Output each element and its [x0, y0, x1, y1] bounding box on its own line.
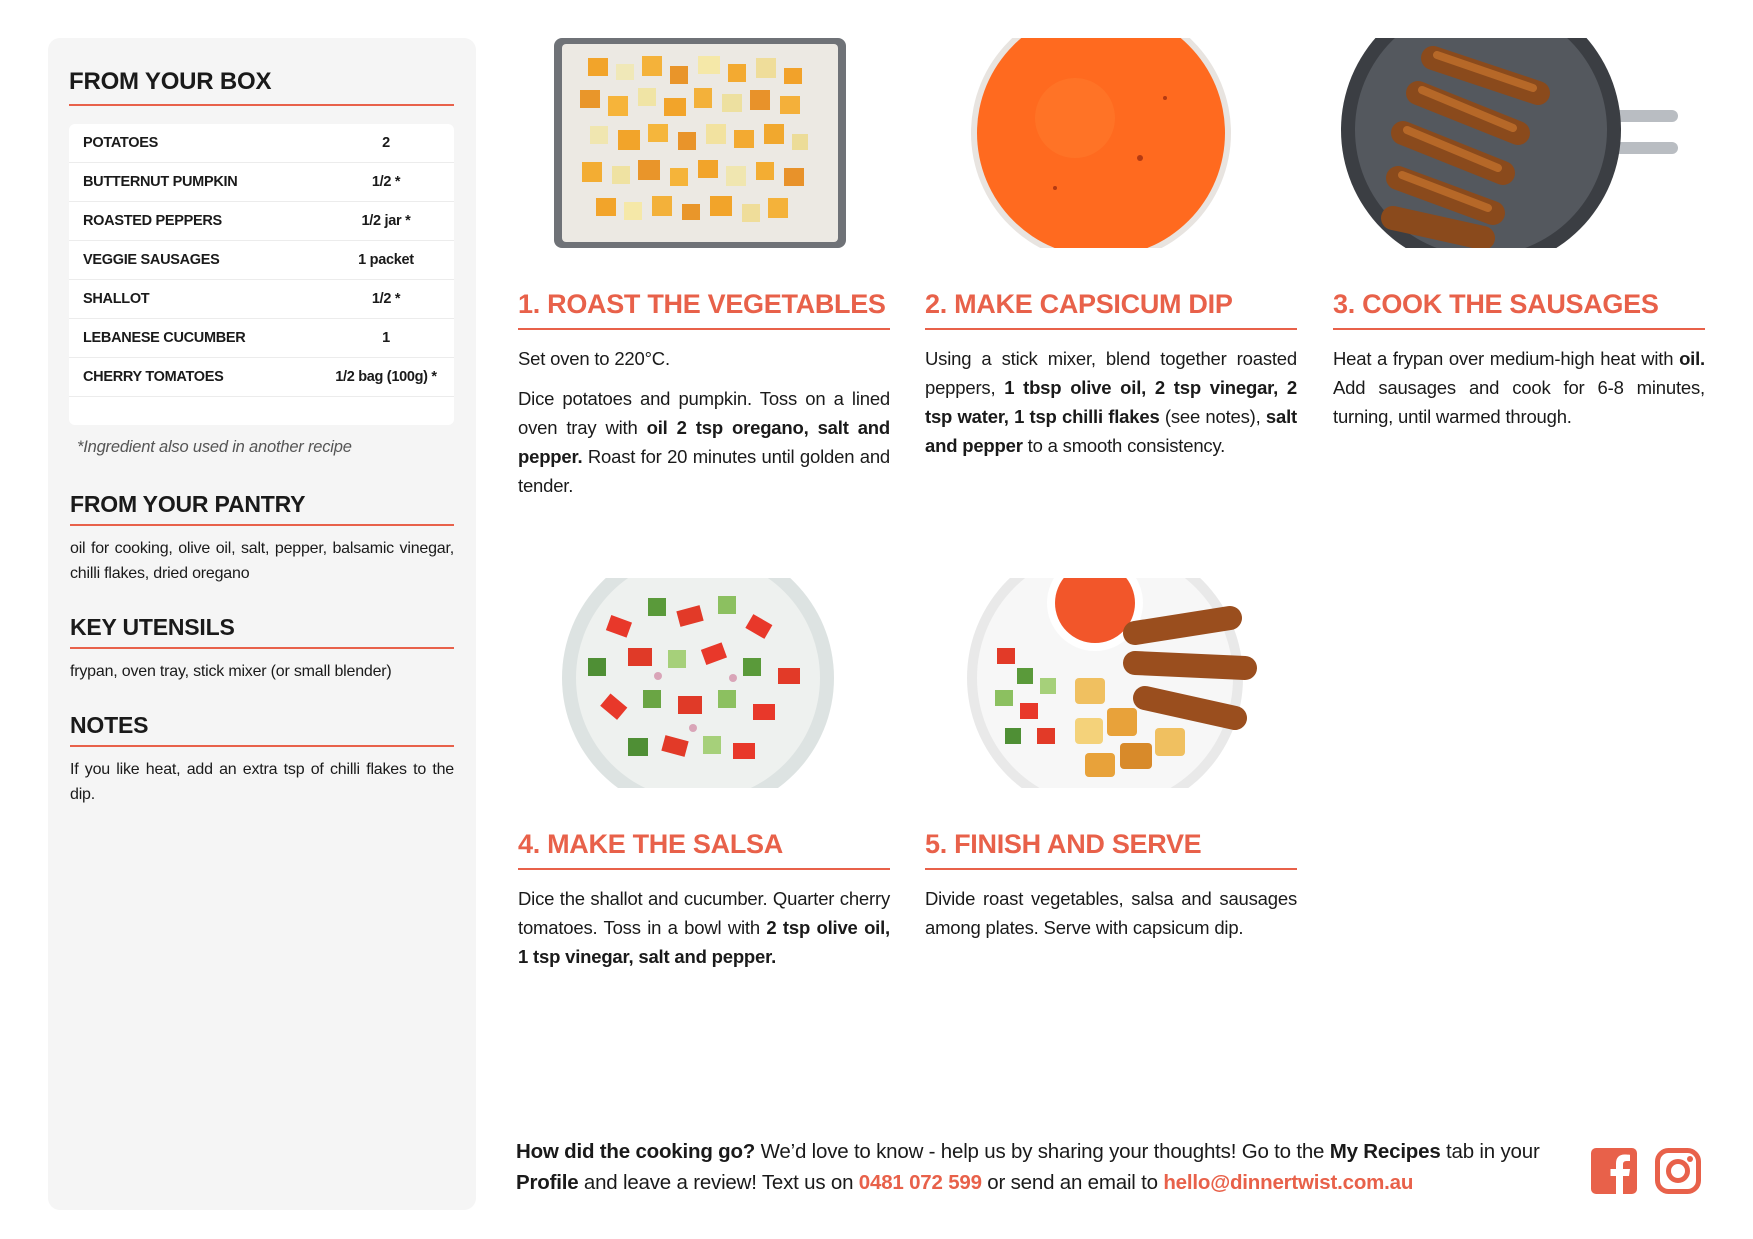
notes-section — [69, 712, 454, 807]
step-4-body — [518, 884, 890, 971]
ingredient-name: POTATOES — [83, 135, 158, 151]
ingredient-name: SHALLOT — [83, 291, 150, 307]
sausages-frypan-photo — [1333, 38, 1705, 248]
ingredient-qty: 1/2 * — [371, 291, 401, 307]
step-3 — [1333, 38, 1705, 442]
ingredients-sidebar — [48, 38, 476, 1210]
pantry-text: oil for cooking, olive oil, salt, pepper, balsamic vinegar, chilli flakes, dried oregano — [70, 540, 454, 582]
ingredient-qty: 2 — [382, 135, 390, 151]
finished-plate-photo — [925, 578, 1297, 788]
step-5-title: 5. FINISH AND SERVE — [925, 829, 1297, 870]
my-recipes-link[interactable]: My Recipes — [1329, 1140, 1441, 1163]
salsa-bowl-photo — [518, 578, 890, 788]
ingredient-qty: 1/2 * — [371, 174, 401, 190]
step-1-text — [518, 384, 890, 500]
step-text: Dice potatoes and pumpkin. Toss on a lined oven tray with — [518, 388, 890, 438]
step-text: Heat a frypan over medium-high heat with — [1333, 348, 1680, 369]
feedback-footer — [516, 1136, 1566, 1198]
step-2-body — [925, 344, 1297, 460]
ingredient-qty: 1 — [382, 330, 390, 346]
step-text: (see notes), — [1159, 406, 1266, 427]
utensils-text: frypan, oven tray, stick mixer (or small blender) — [70, 663, 392, 680]
step-2-text — [925, 344, 1297, 460]
capsicum-dip-photo — [925, 38, 1297, 248]
roast-vegetables-photo — [518, 38, 890, 248]
step-text-bold: oil. — [1679, 348, 1705, 369]
step-1-text: Set oven to 220°C. — [518, 348, 670, 369]
step-text: Dice the shallot and cucumber. Quarter cherry tomatoes. Toss in a bowl with — [518, 888, 890, 938]
instagram-icon[interactable] — [1655, 1148, 1701, 1194]
ingredient-qty: 1/2 bag (100g) * — [335, 369, 437, 385]
step-4-text — [518, 884, 890, 971]
email-link[interactable]: hello@dinnertwist.com.au — [1163, 1171, 1414, 1194]
ingredient-name: BUTTERNUT PUMPKIN — [83, 174, 238, 190]
step-text: to a smooth consistency. — [1022, 435, 1226, 456]
step-text-bold: salt and pepper — [925, 406, 1298, 456]
step-text-bold: 1 tbsp olive oil, 2 tsp vinegar, 2 tsp water, 1 tsp chilli flakes — [925, 377, 1297, 427]
step-1 — [518, 38, 890, 511]
ingredient-name: VEGGIE SAUSAGES — [83, 252, 220, 268]
ingredient-name: ROASTED PEPPERS — [83, 213, 222, 229]
table-row — [69, 241, 454, 280]
step-1-body — [518, 344, 890, 500]
notes-title: NOTES — [70, 712, 454, 747]
pantry-section — [69, 491, 454, 586]
utensils-section — [69, 614, 454, 684]
pantry-title: FROM YOUR PANTRY — [70, 491, 454, 526]
footer-text: or send an email to — [981, 1171, 1164, 1194]
table-row — [69, 124, 454, 163]
phone-link[interactable]: 0481 072 599 — [858, 1171, 982, 1194]
step-text-bold: oil 2 tsp oregano, salt and pepper. — [518, 417, 890, 467]
step-5 — [925, 578, 1297, 953]
step-text: Using a stick mixer, blend together roasted peppers, — [925, 348, 1297, 398]
footer-text: and leave a review! Text us on — [578, 1171, 859, 1194]
step-text: Add sausages and cook for 6-8 minutes, turning, until warmed through. — [1333, 377, 1705, 427]
box-ingredients-table — [69, 124, 454, 425]
step-text: Roast for 20 minutes until golden and tender. — [518, 446, 890, 496]
step-2-title: 2. MAKE CAPSICUM DIP — [925, 289, 1297, 330]
step-4-title: 4. MAKE THE SALSA — [518, 829, 890, 870]
step-5-body — [925, 884, 1297, 942]
table-row — [69, 163, 454, 202]
step-3-title: 3. COOK THE SAUSAGES — [1333, 289, 1705, 330]
profile-link[interactable]: Profile — [516, 1171, 579, 1194]
step-3-body — [1333, 344, 1705, 431]
step-1-title: 1. ROAST THE VEGETABLES — [518, 289, 890, 330]
ingredient-name: LEBANESE CUCUMBER — [83, 330, 246, 346]
step-4 — [518, 578, 890, 982]
step-2 — [925, 38, 1297, 471]
table-row — [69, 280, 454, 319]
step-3-text — [1333, 344, 1705, 431]
table-row — [69, 319, 454, 358]
table-row — [69, 358, 454, 397]
box-footnote: *Ingredient also used in another recipe — [77, 438, 352, 456]
table-row — [69, 202, 454, 241]
ingredient-qty: 1/2 jar * — [361, 213, 411, 229]
ingredient-name: CHERRY TOMATOES — [83, 369, 224, 385]
footer-text: tab in your — [1440, 1140, 1540, 1163]
box-title: FROM YOUR BOX — [69, 68, 454, 106]
ingredient-qty: 1 packet — [358, 252, 414, 268]
step-text-bold: 2 tsp olive oil, 1 tsp vinegar, salt and pepper. — [518, 917, 890, 967]
notes-text: If you like heat, add an extra tsp of chilli flakes to the dip. — [70, 761, 454, 803]
feedback-question: How did the cooking go? — [516, 1140, 756, 1163]
utensils-title: KEY UTENSILS — [70, 614, 454, 649]
footer-text: We’d love to know - help us by sharing your thoughts! Go to the — [755, 1140, 1330, 1163]
step-5-text: Divide roast vegetables, salsa and sausages among plates. Serve with capsicum dip. — [925, 888, 1297, 938]
facebook-icon[interactable] — [1591, 1148, 1637, 1194]
